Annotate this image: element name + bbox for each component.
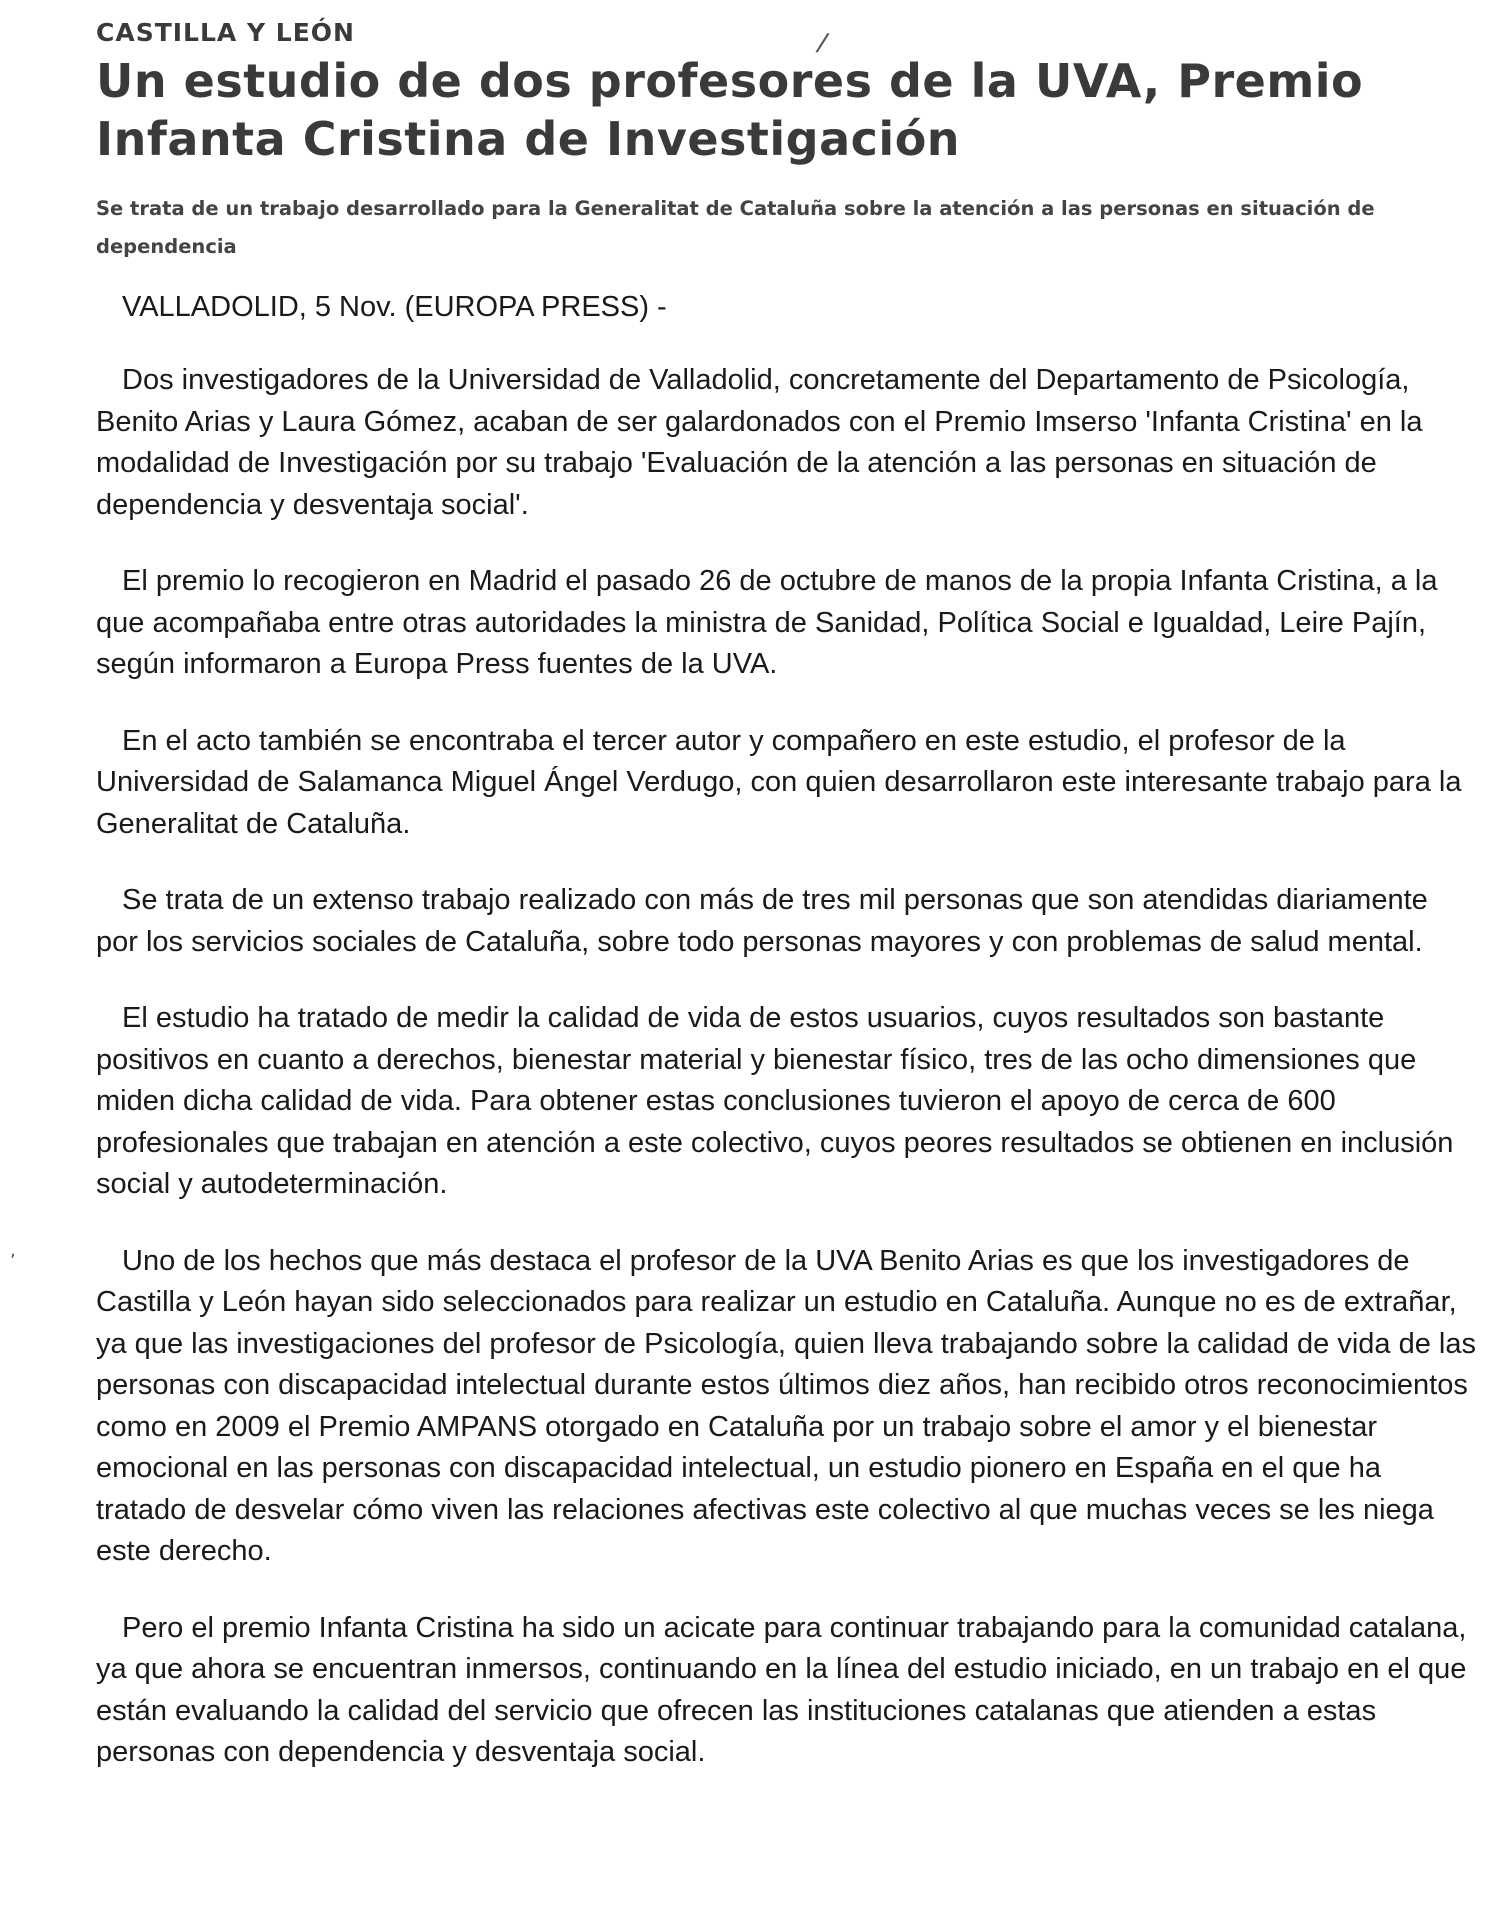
article-paragraph: Dos investigadores de la Universidad de Valladolid, concretamente del Departamento de Psicología, Benito Arias y Laura Gómez, acaban de ser galardonados con el Premio Imserso 'Infanta Cristina' en la modalidad de Investigación por su trabajo 'Evaluación de la atención a las personas en situación de dependencia y desventaja social'.	[96, 364, 1423, 521]
article-subheading: Se trata de un trabajo desarrollado para la Generalitat de Cataluña sobre la atención a las personas en situación de dependencia	[96, 197, 1375, 258]
article-headline: Un estudio de dos profesores de la UVA, Premio Infanta Cristina de Investigación	[96, 54, 1364, 166]
article-dateline: VALLADOLID, 5 Nov. (EUROPA PRESS) -	[122, 291, 667, 323]
article-paragraph: El premio lo recogieron en Madrid el pasado 26 de octubre de manos de la propia Infanta Cristina, a la que acompañaba entre otras autoridades la ministra de Sanidad, Política Social e Igualdad, Leire Pajín, según informaron a Europa Press fuentes de la UVA.	[96, 565, 1438, 680]
article-body	[96, 360, 1476, 1809]
article-paragraph: Uno de los hechos que más destaca el profesor de la UVA Benito Arias es que los investigadores de Castilla y León hayan sido seleccionados para realizar un estudio en Cataluña. Aunque no es de extrañar, ya que las investigaciones del profesor de Psicología, quien lleva trabajando sobre la calidad de vida de las personas con discapacidad intelectual durante estos últimos diez años, han recibido otros reconocimientos como en 2009 el Premio AMPANS otorgado en Cataluña por un trabajo sobre el amor y el bienestar emocional en las personas con discapacidad intelectual, un estudio pionero en España en el que ha tratado de desvelar cómo viven las relaciones afectivas este colectivo al que muchas veces se les niega este derecho.	[96, 1244, 1476, 1567]
section-label: CASTILLA Y LEÓN	[96, 18, 355, 47]
article-paragraph: Se trata de un extenso trabajo realizado con más de tres mil personas que son atendidas diariamente por los servicios sociales de Cataluña, sobre todo personas mayores y con problemas de salud mental.	[96, 884, 1428, 958]
article-paragraph: El estudio ha tratado de medir la calidad de vida de estos usuarios, cuyos resultados son bastante positivos en cuanto a derechos, bienestar material y bienestar físico, tres de las ocho dimensiones que miden dicha calidad de vida. Para obtener estas conclusiones tuvieron el apoyo de cerca de 600 profesionales que trabajan en atención a este colectivo, cuyos peores resultados se obtienen en inclusión social y autodeterminación.	[96, 1002, 1454, 1200]
scan-speck-mark: /	[814, 27, 831, 59]
article-paragraph: En el acto también se encontraba el tercer autor y compañero en este estudio, el profesor de la Universidad de Salamanca Miguel Ángel Verdugo, con quien desarrollaron este interesante trabajo para la Generalitat de Cataluña.	[96, 724, 1462, 840]
scan-speck-mark: ,	[10, 1240, 16, 1261]
article-paragraph: Pero el premio Infanta Cristina ha sido un acicate para continuar trabajando para la comunidad catalana, ya que ahora se encuentran inmersos, continuando en la línea del estudio iniciado, en un trabajo en el que están evaluando la calidad del servicio que ofrecen las instituciones catalanas que atienden a estas personas con dependencia y desventaja social.	[96, 1611, 1467, 1768]
